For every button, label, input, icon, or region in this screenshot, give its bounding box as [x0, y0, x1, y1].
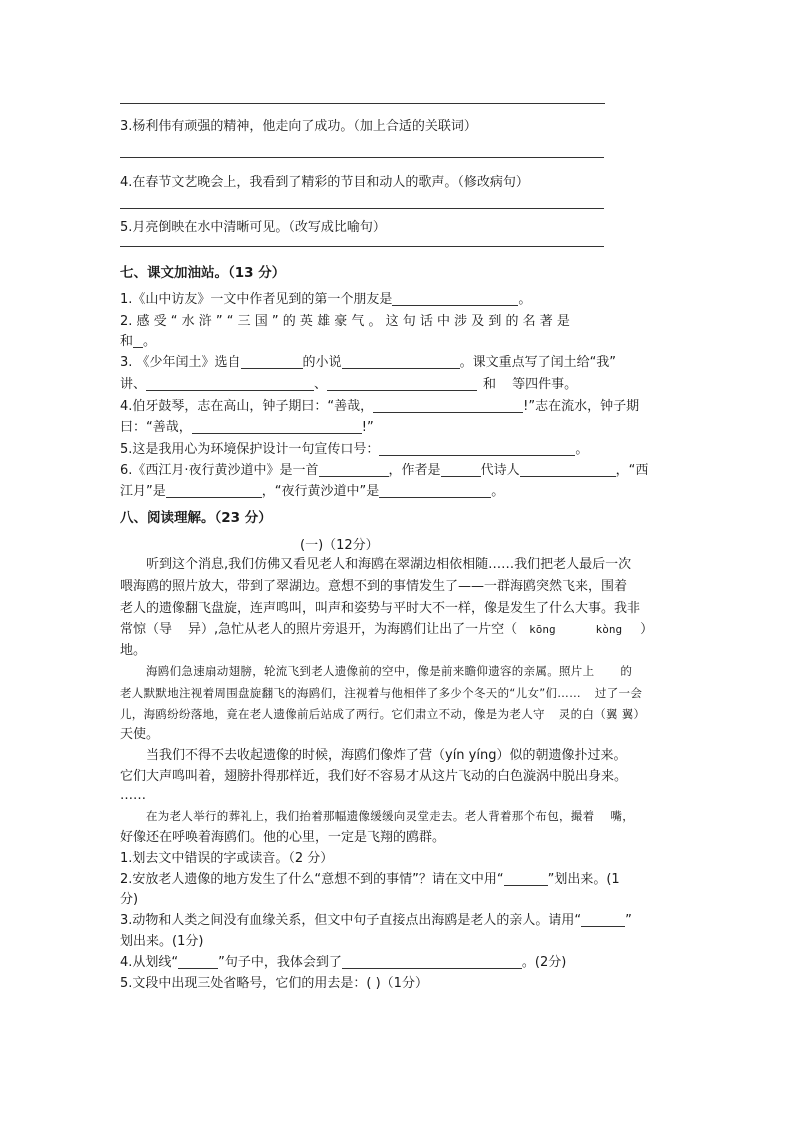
answer-blank[interactable]: [192, 419, 362, 434]
answer-line: [120, 246, 604, 247]
s8-question-1: 1.划去文中错误的字或读音。（2 分）: [120, 851, 334, 866]
question-4: 4.在春节文艺晚会上，我看到了精彩的节目和动人的歌声。（修改病句）: [120, 175, 529, 190]
answer-blank[interactable]: [441, 462, 481, 477]
answer-blank[interactable]: [327, 376, 477, 391]
s7-question-6-cont: 江月”是 ，“夜行黄沙道中”是 。: [120, 484, 505, 499]
s7-question-6: 6.《西江月·夜行黄沙道中》是一首 ，作者是 代诗人 ，“西: [120, 463, 649, 478]
answer-blank[interactable]: [342, 354, 460, 369]
passage-line: 听到这个消息,我们仿佛又看见老人和海鸥在翠湖边相依相随……我们把老人最后一次: [146, 557, 632, 572]
passage-line: 好像还在呼唤着海鸥们。他的心里，一定是飞翔的鸥群。: [120, 830, 446, 845]
passage-line: 天使。: [120, 727, 160, 742]
answer-blank[interactable]: [146, 376, 314, 391]
s8-question-3: 3.动物和人类之间没有血缘关系，但文中句子直接点出海鸥是老人的亲人。请用“ ”: [120, 913, 632, 928]
s7-question-3-cont: 讲、 、 和 等四件事。: [120, 377, 578, 392]
passage-line: 老人的遗像翻飞盘旋，连声鸣叫，叫声和姿势与平时大不一样，像是发生了什么大事。我非: [120, 601, 641, 616]
passage-line: 地。: [120, 643, 147, 658]
answer-blank[interactable]: [379, 483, 491, 498]
s8-question-3-cont: 划出来。(1分): [120, 934, 204, 949]
answer-line: [120, 103, 605, 104]
answer-blank[interactable]: [504, 871, 548, 886]
passage-line: 它们大声鸣叫着，翅膀扑得那样近，我们好不容易才从这片飞动的白色漩涡中脱出身来。: [120, 769, 628, 784]
answer-line: [120, 157, 604, 158]
s7-question-5: 5.这是我用心为环境保护设计一句宣传口号： 。: [120, 442, 589, 457]
answer-blank[interactable]: [373, 398, 523, 413]
s7-question-2-cont: 和 。: [120, 334, 157, 349]
passage-line: 当我们不得不去收起遗像的时候，海鸥们像炸了营（yín yíng）似的朝遗像扑过来。: [146, 748, 627, 763]
answer-blank[interactable]: [392, 291, 518, 306]
passage-ellipsis: ……: [120, 788, 146, 803]
passage-line: 常惊（导 异）,急忙从老人的照片旁退开，为海鸥们让出了一片空（ kōng kòng ）: [120, 622, 654, 637]
passage-heading: (一)（12分）: [300, 538, 379, 553]
s8-question-2-cont: 分): [120, 892, 139, 907]
answer-line: [120, 208, 604, 209]
passage-line: 儿，海鸥纷纷落地，竟在老人遗像前后站成了两行。它们肃立不动，像是为老人守 灵的白（翼 翼）: [120, 707, 646, 721]
answer-blank[interactable]: [166, 483, 262, 498]
answer-blank[interactable]: [133, 333, 143, 348]
s7-question-3: 3. 《少年闰土》选自 的小说 。课文重点写了闰土给“我”: [120, 355, 617, 370]
question-5: 5.月亮倒映在水中清晰可见。（改写成比喻句）: [120, 220, 386, 235]
answer-blank[interactable]: [342, 954, 522, 969]
s8-question-5: 5.文段中出现三处省略号，它们的用去是：( )（1分）: [120, 976, 428, 991]
answer-blank[interactable]: [520, 462, 616, 477]
answer-blank[interactable]: [379, 441, 575, 456]
s8-question-2: 2.安放老人遗像的地方发生了什么“意想不到的事情”？请在文中用“ ”划出来。(1: [120, 872, 620, 887]
s7-question-1: 1.《山中访友》一文中作者见到的第一个朋友是 。: [120, 292, 532, 307]
passage-line: 老人默默地注视着周围盘旋翻飞的海鸥们，注视着与他相伴了多少个冬天的“儿女”们…… 过了一会: [120, 686, 643, 700]
answer-blank[interactable]: [178, 954, 218, 969]
answer-blank[interactable]: [241, 354, 303, 369]
s7-question-4-cont: 曰：“善哉， !”: [120, 420, 374, 435]
passage-line: 喂海鸥的照片放大，带到了翠湖边。意想不到的事情发生了——一群海鸥突然飞来，围着: [120, 579, 628, 594]
s8-question-4: 4.从划线“ ”句子中，我体会到了 。(2分): [120, 955, 567, 970]
section-7-title: 七、课文加油站。（13 分）: [120, 265, 286, 281]
question-3: 3.杨利伟有顽强的精神，他走向了成功。（加上合适的关联词）: [120, 119, 477, 134]
s7-question-2: 2. 感 受 “ 水 浒 ” “ 三 国 ” 的 英 雄 豪 气 。 这 句 话 中 涉 及 到 的 名 著 是: [120, 314, 570, 329]
section-8-title: 八、阅读理解。（23 分）: [120, 510, 272, 526]
s7-question-4: 4.伯牙鼓琴，志在高山，钟子期曰：“善哉， !”志在流水，钟子期: [120, 399, 640, 414]
answer-blank[interactable]: [581, 912, 625, 927]
passage-line: 在为老人举行的葬礼上，我们抬着那幅遗像缓缓向灵堂走去。老人背着那个布包，撮着 嘴，: [146, 809, 635, 823]
answer-blank[interactable]: [319, 462, 389, 477]
passage-line: 海鸥们急速扇动翅膀，轮流飞到老人遗像前的空中，像是前来瞻仰遗容的亲属。照片上 的: [146, 664, 633, 678]
